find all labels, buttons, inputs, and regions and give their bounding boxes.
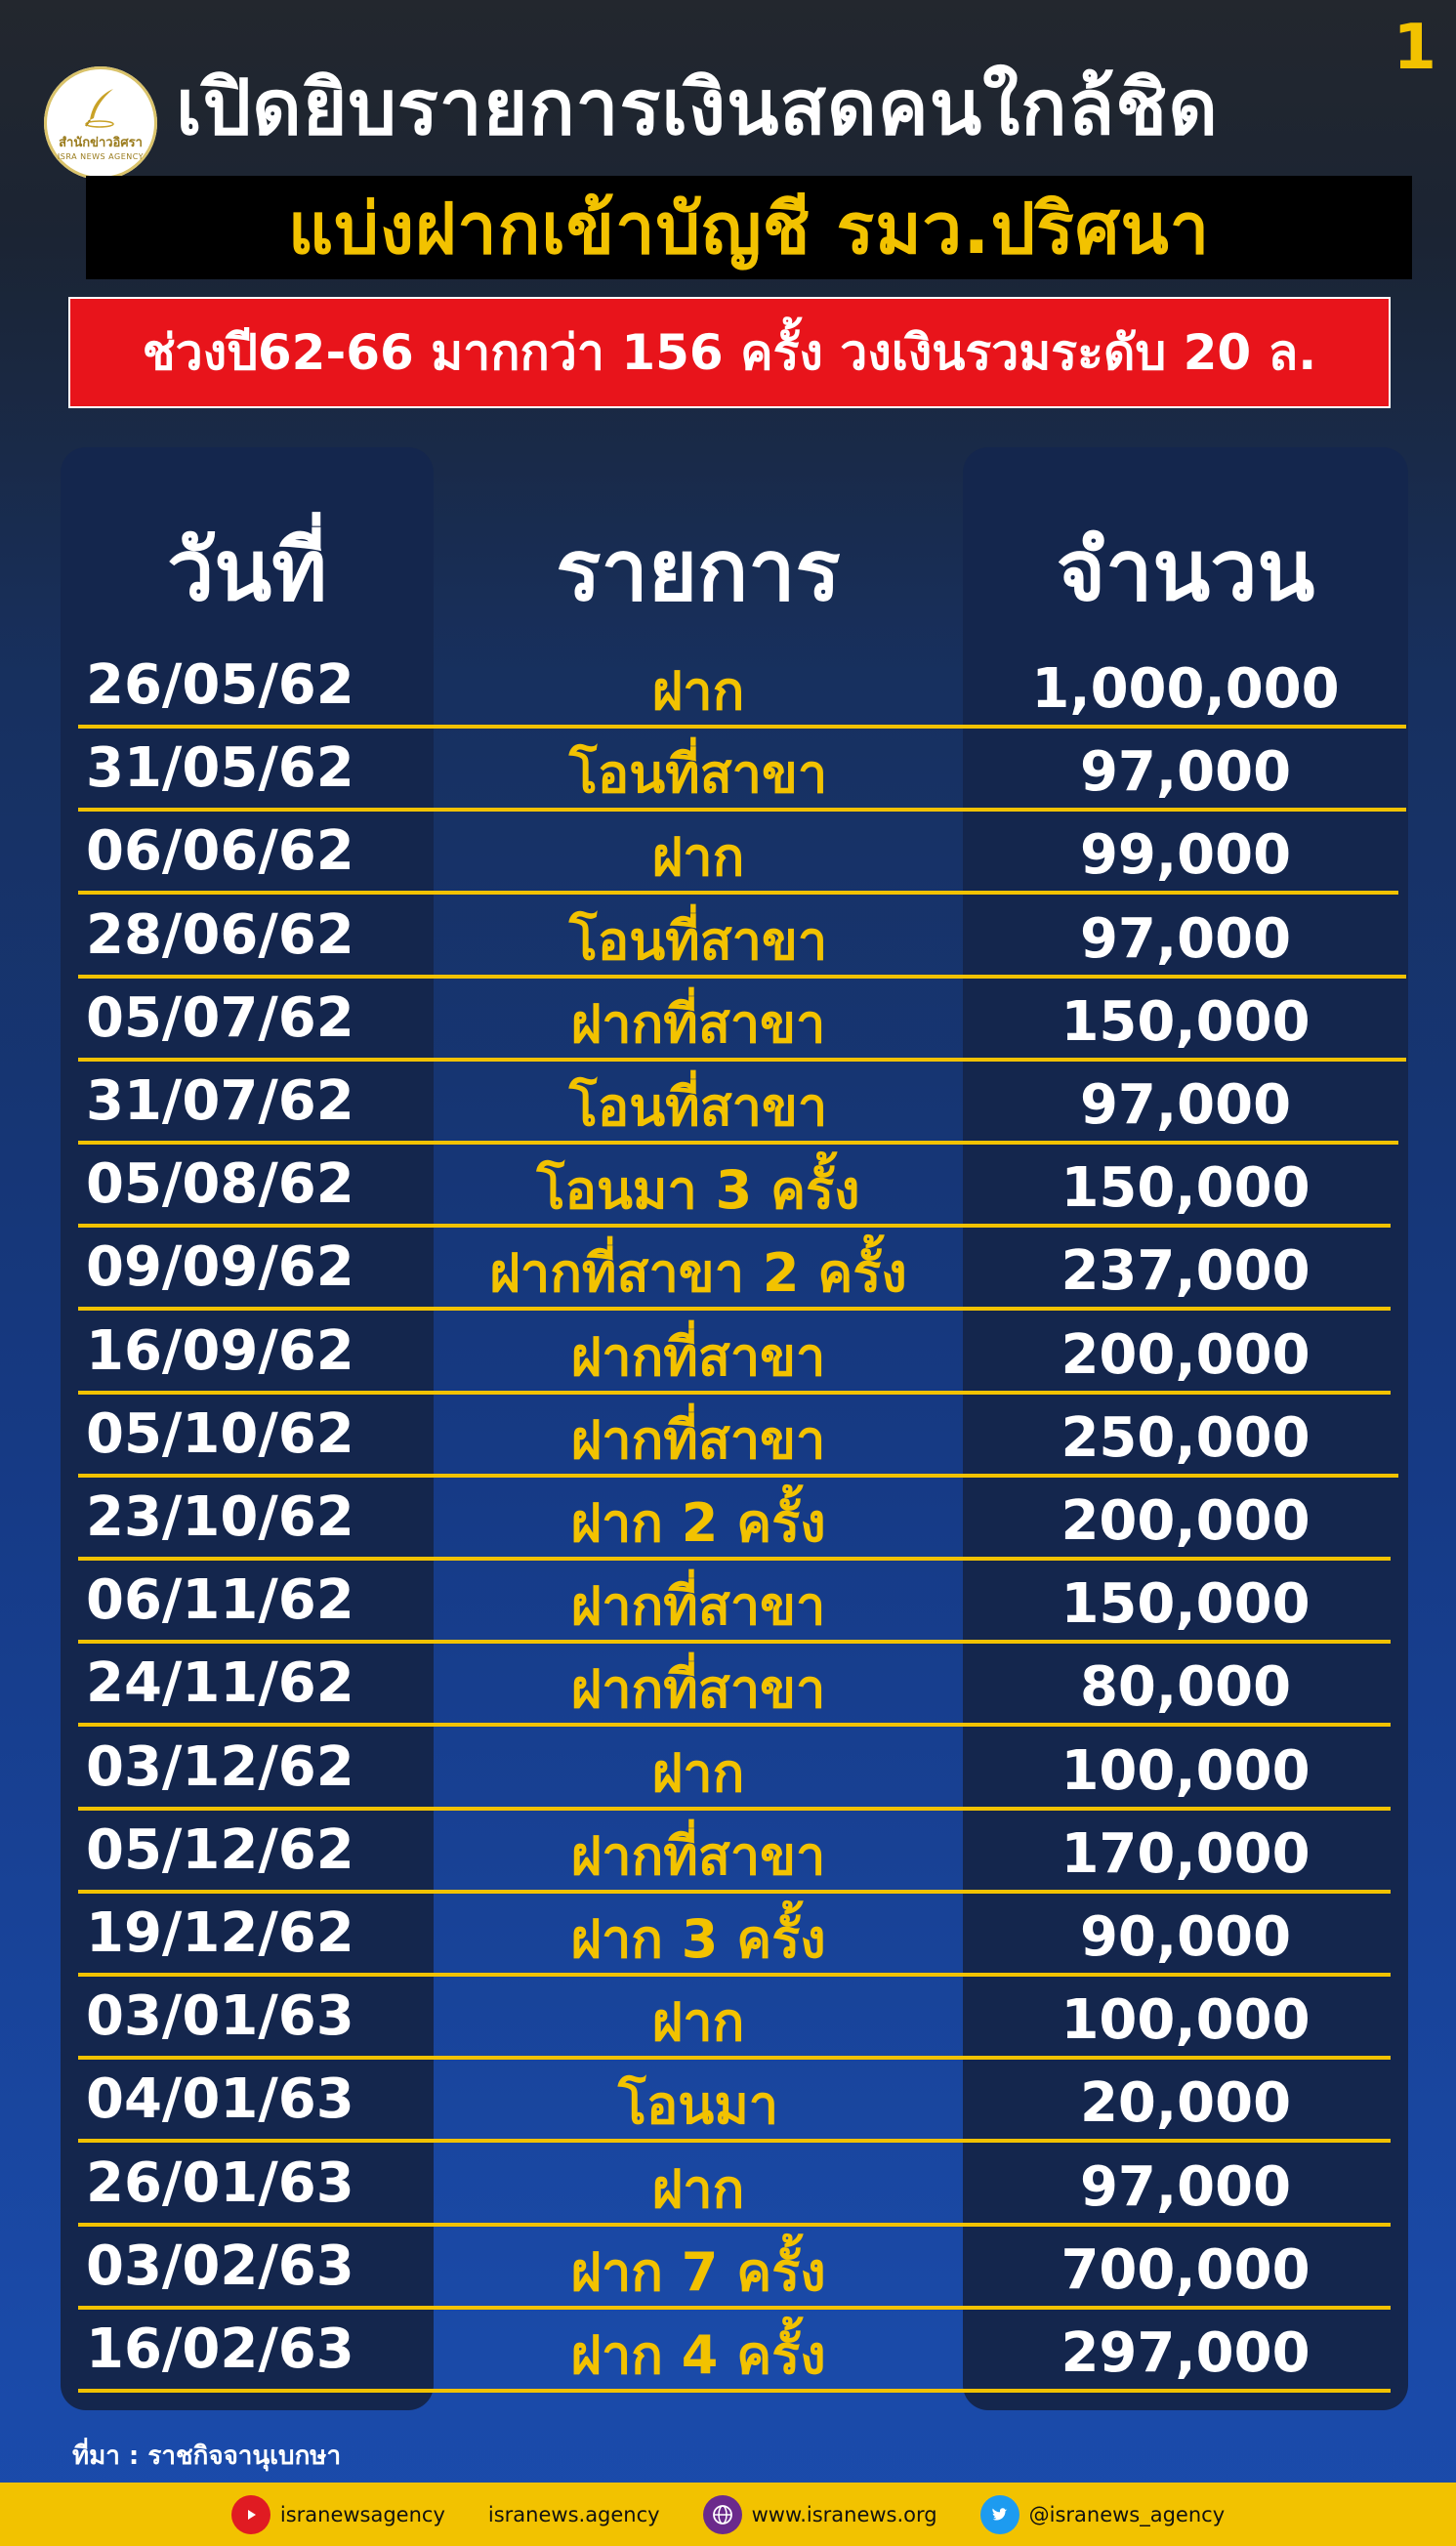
row-divider <box>78 975 1406 979</box>
row-divider <box>78 1807 1391 1811</box>
table-row <box>78 2311 1406 2394</box>
row-divider <box>78 1141 1398 1145</box>
row-amount: 150,000 <box>1061 1572 1310 1637</box>
table-row <box>78 1645 1406 1728</box>
footer-facebook[interactable] <box>488 2503 660 2526</box>
row-description: ฝาก <box>651 2157 745 2220</box>
row-divider <box>78 2389 1391 2393</box>
row-amount: 700,000 <box>1061 2237 1310 2302</box>
row-amount: 237,000 <box>1061 1239 1310 1304</box>
row-date: 05/07/62 <box>86 985 354 1050</box>
table-row <box>78 1063 1406 1146</box>
row-divider <box>78 1474 1398 1478</box>
table-row <box>78 1146 1406 1229</box>
row-description: ฝากที่สาขา <box>570 1575 826 1638</box>
footer-youtube-text: isranewsagency <box>279 2502 445 2526</box>
table-row <box>78 1229 1406 1312</box>
row-date: 31/05/62 <box>86 736 354 801</box>
row-divider <box>78 808 1406 812</box>
row-amount: 80,000 <box>1079 1655 1292 1720</box>
row-divider <box>78 725 1406 729</box>
row-description: ฝาก <box>651 1741 745 1804</box>
row-description: โอนมา <box>617 2074 779 2137</box>
table-row <box>78 897 1406 980</box>
row-description: ฝาก 3 ครั้ง <box>570 1908 826 1970</box>
row-description: โอนมา 3 ครั้ง <box>536 1159 860 1222</box>
row-description: ฝาก 7 ครั้ง <box>570 2240 826 2303</box>
row-description: ฝากที่สาขา <box>570 1325 826 1388</box>
table-row <box>78 1313 1406 1396</box>
header-date: วันที่ <box>167 522 327 620</box>
header-amount: จำนวน <box>1056 522 1315 620</box>
row-description: ฝาก <box>651 826 745 889</box>
row-divider <box>78 2139 1391 2143</box>
row-amount: 200,000 <box>1061 1489 1310 1553</box>
row-description: ฝากที่สาขา <box>570 1658 826 1721</box>
row-divider <box>78 1723 1391 1727</box>
subtitle: ช่วงปี62-66 มากกว่า 156 ครั้ง วงเงินรวมระดับ 20 ล. <box>142 323 1317 381</box>
table-row <box>78 2228 1406 2311</box>
table-row <box>78 813 1406 896</box>
main-title: เปิดยิบรายการเงินสดคนใกล้ชิด <box>176 64 1219 152</box>
row-date: 05/10/62 <box>86 1401 354 1466</box>
footer-twitter[interactable] <box>980 2495 1226 2534</box>
row-date: 04/01/63 <box>86 2067 354 2132</box>
table-row <box>78 730 1406 813</box>
row-description: ฝากที่สาขา <box>570 1824 826 1887</box>
row-divider <box>78 1307 1391 1311</box>
row-divider <box>78 1224 1391 1228</box>
row-amount: 97,000 <box>1079 2154 1292 2219</box>
source-note: ที่มา : ราชกิจจานุเบกษา <box>72 2442 342 2471</box>
row-date: 03/01/63 <box>86 1984 354 2049</box>
row-date: 03/12/62 <box>86 1734 354 1799</box>
table-row <box>78 2061 1406 2144</box>
table-row <box>78 1479 1406 1562</box>
row-description: ฝากที่สาขา <box>570 992 826 1055</box>
row-date: 05/08/62 <box>86 1152 354 1217</box>
header-description: รายการ <box>556 522 841 620</box>
row-date: 16/02/63 <box>86 2317 354 2381</box>
row-description: ฝาก 2 ครั้ง <box>570 1492 826 1554</box>
footer-twitter-text: @isranews_agency <box>1028 2502 1226 2526</box>
row-date: 31/07/62 <box>86 1069 354 1133</box>
row-description: ฝากที่สาขา 2 ครั้ง <box>489 1242 907 1305</box>
row-amount: 297,000 <box>1061 2321 1310 2385</box>
row-amount: 97,000 <box>1079 740 1292 805</box>
footer-website-text: www.isranews.org <box>751 2502 937 2526</box>
table-row <box>78 1895 1406 1978</box>
row-divider <box>78 1557 1391 1561</box>
row-amount: 250,000 <box>1061 1405 1310 1470</box>
row-date: 03/02/63 <box>86 2233 354 2298</box>
row-description: โอนที่สาขา <box>568 1076 828 1138</box>
footer-facebook-text: isranews.agency <box>487 2502 660 2526</box>
row-date: 19/12/62 <box>86 1901 354 1965</box>
row-description: ฝาก <box>651 1991 745 2054</box>
logo-text-en: ISRA NEWS AGENCY <box>57 152 145 161</box>
row-amount: 97,000 <box>1079 906 1292 971</box>
row-amount: 1,000,000 <box>1031 657 1340 721</box>
table-row <box>78 1978 1406 2061</box>
table-row <box>78 1812 1406 1895</box>
row-date: 23/10/62 <box>86 1485 354 1549</box>
row-date: 09/09/62 <box>86 1235 354 1300</box>
row-date: 26/01/63 <box>86 2150 354 2215</box>
page-number: 1 <box>1393 12 1436 84</box>
table-row <box>78 1562 1406 1645</box>
row-divider <box>78 1058 1406 1062</box>
row-date: 16/09/62 <box>86 1318 354 1383</box>
footer-youtube[interactable] <box>231 2495 445 2534</box>
table-row <box>78 647 1406 730</box>
twitter-icon <box>980 2495 1019 2534</box>
row-divider <box>78 1890 1391 1894</box>
row-description: โอนที่สาขา <box>568 743 828 806</box>
row-amount: 200,000 <box>1061 1322 1310 1387</box>
row-description: ฝากที่สาขา <box>570 1408 826 1471</box>
row-amount: 90,000 <box>1079 1905 1292 1969</box>
row-date: 24/11/62 <box>86 1651 354 1716</box>
row-divider <box>78 1640 1391 1644</box>
row-date: 26/05/62 <box>86 653 354 717</box>
row-amount: 100,000 <box>1061 1988 1310 2053</box>
logo-text-th: สำนักข่าวอิศรา <box>59 136 143 150</box>
row-divider <box>78 2056 1391 2060</box>
row-date: 05/12/62 <box>86 1817 354 1882</box>
globe-icon <box>703 2495 742 2534</box>
row-description: ฝาก <box>651 660 745 722</box>
row-amount: 150,000 <box>1061 1156 1310 1221</box>
row-divider <box>78 1973 1391 1977</box>
row-description: โอนที่สาขา <box>568 909 828 972</box>
row-amount: 100,000 <box>1061 1738 1310 1803</box>
row-divider <box>78 2306 1391 2310</box>
footer-website[interactable] <box>703 2495 937 2534</box>
table-row <box>78 1396 1406 1479</box>
row-date: 28/06/62 <box>86 902 354 967</box>
row-divider <box>78 1391 1391 1395</box>
row-amount: 20,000 <box>1079 2071 1292 2136</box>
youtube-icon <box>231 2495 270 2534</box>
row-amount: 99,000 <box>1079 823 1292 888</box>
row-description: ฝาก 4 ครั้ง <box>570 2324 826 2386</box>
table-row <box>78 980 1406 1063</box>
row-amount: 97,000 <box>1079 1073 1292 1137</box>
row-date: 06/06/62 <box>86 819 354 884</box>
table-row <box>78 1729 1406 1812</box>
row-divider <box>78 2223 1391 2227</box>
row-amount: 170,000 <box>1061 1821 1310 1886</box>
row-date: 06/11/62 <box>86 1568 354 1633</box>
footer-bar <box>0 2483 1456 2546</box>
row-amount: 150,000 <box>1061 989 1310 1054</box>
row-divider <box>78 891 1398 895</box>
secondary-title: แบ่งฝากเข้าบัญชี รมว.ปริศนา <box>287 187 1211 270</box>
table-row <box>78 2145 1406 2228</box>
